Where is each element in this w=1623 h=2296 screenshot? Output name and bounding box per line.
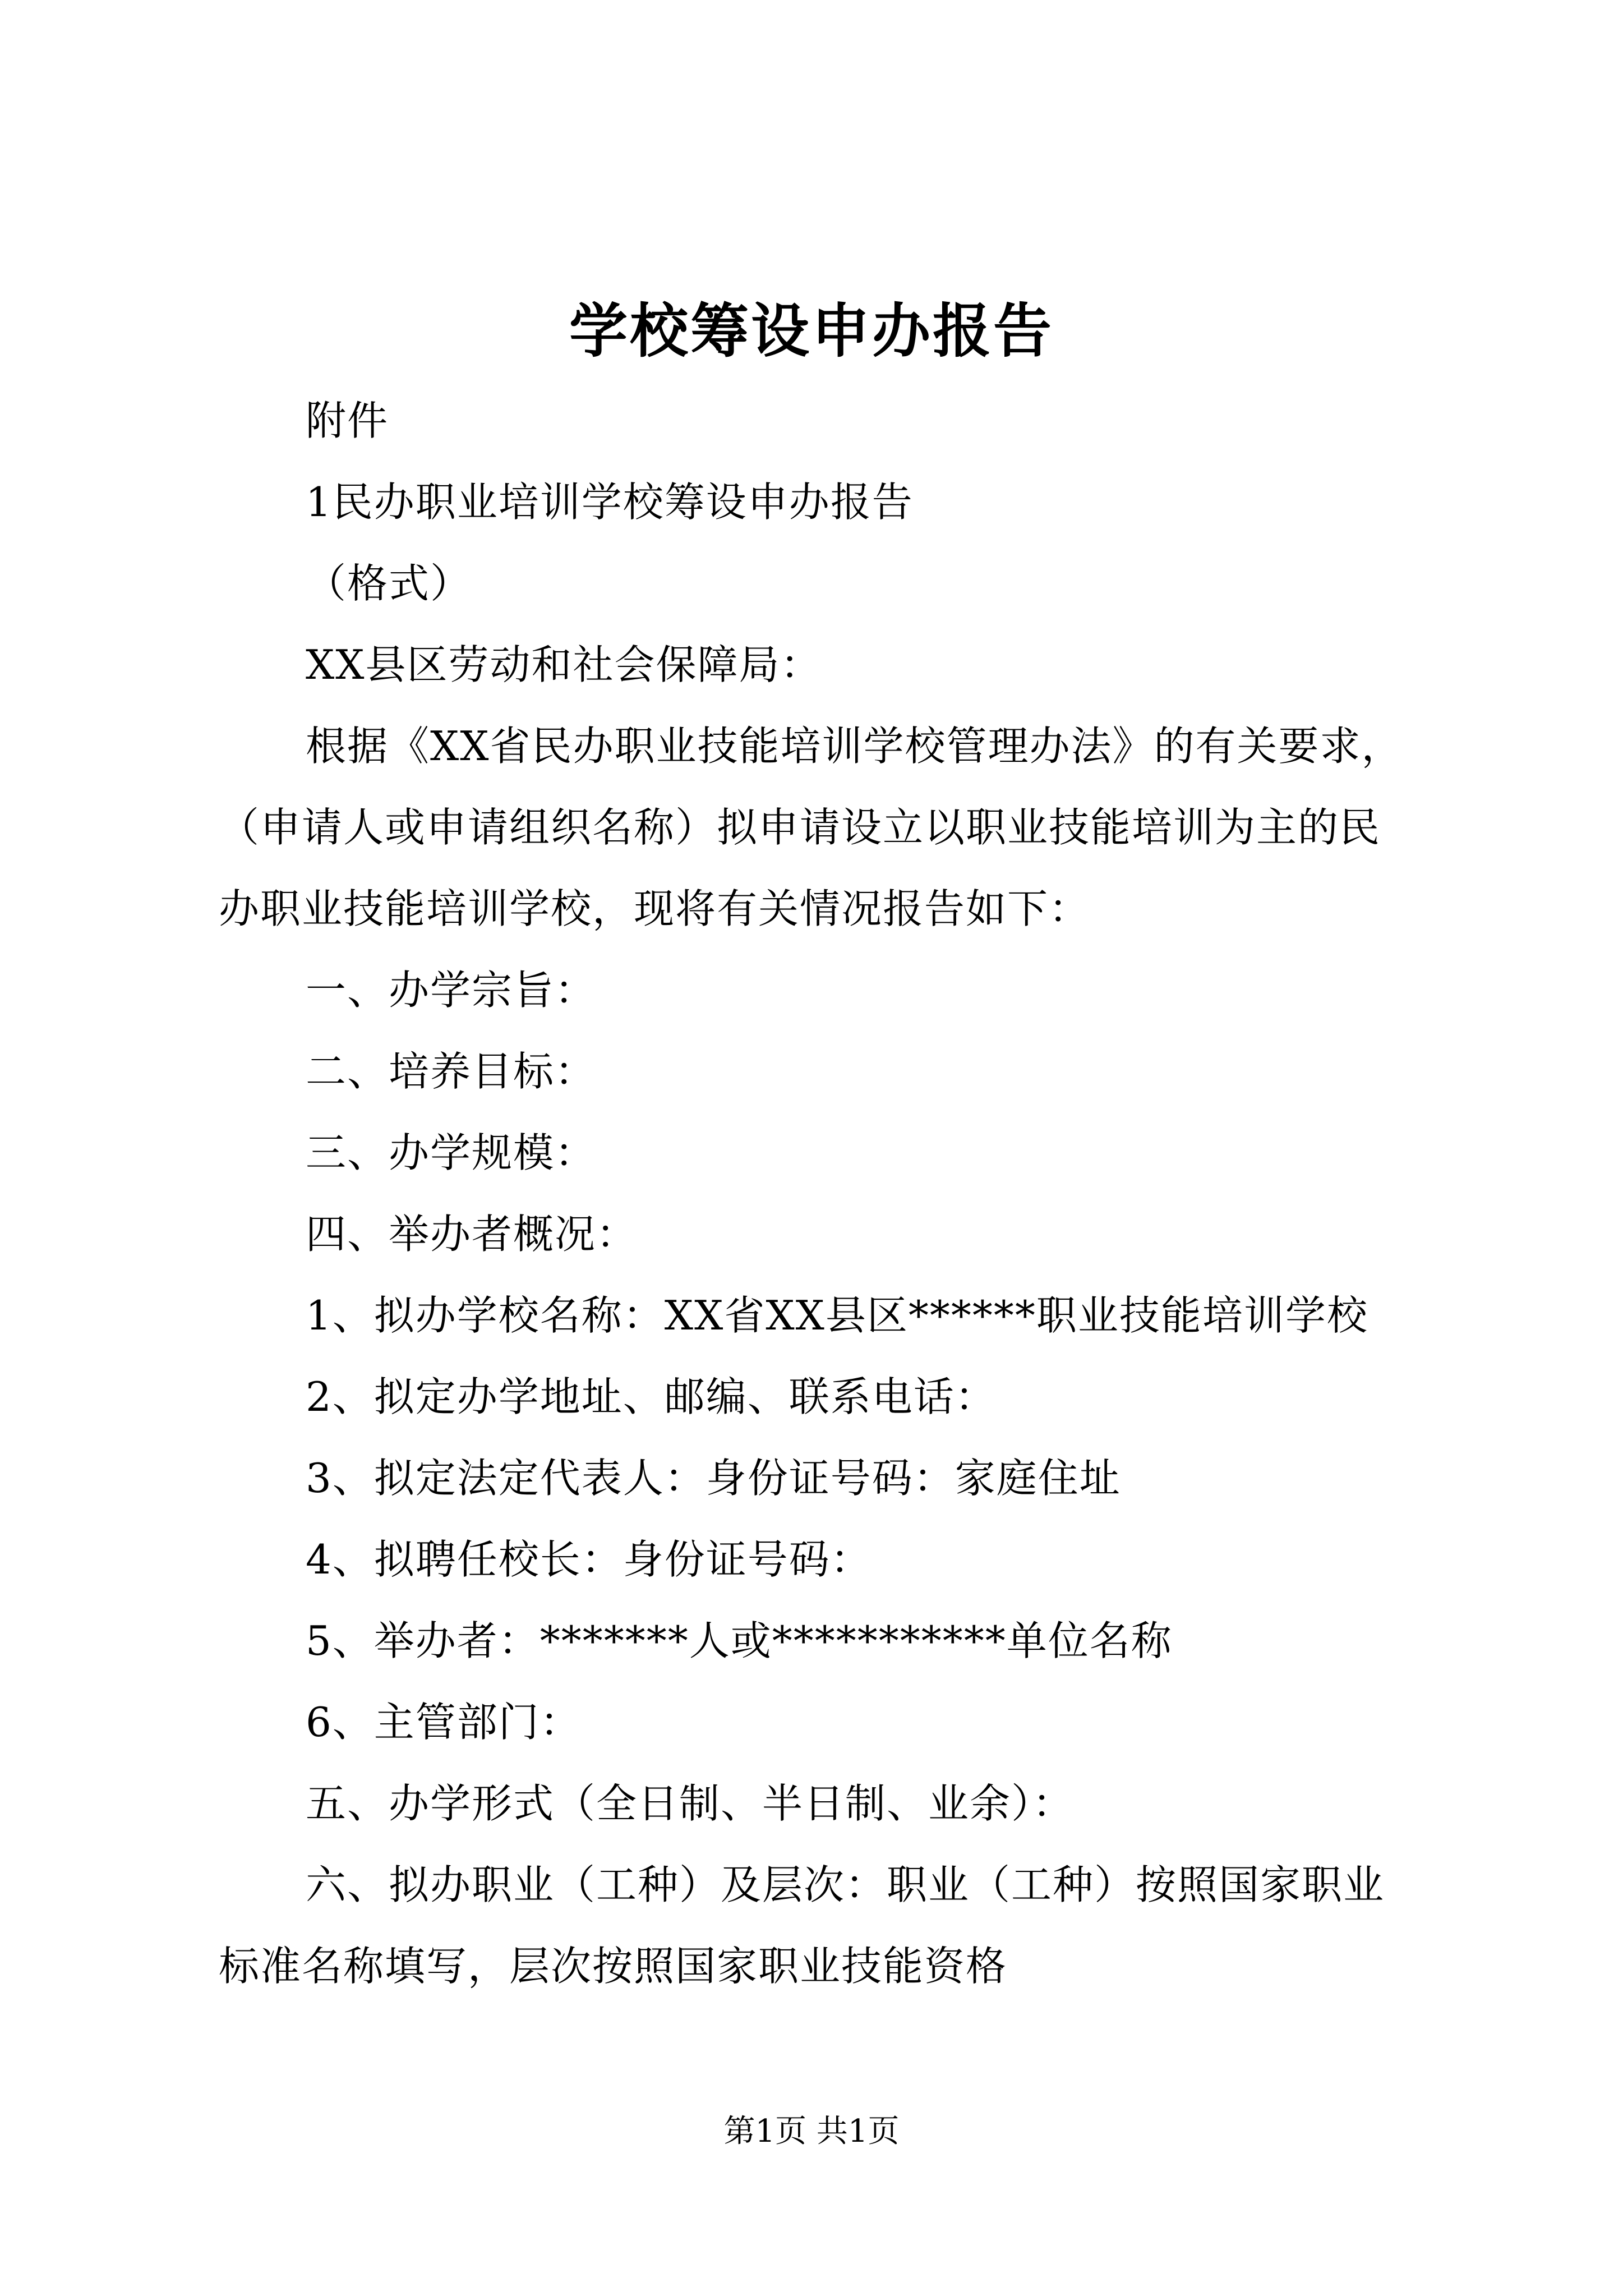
format-note: （格式）	[306, 560, 472, 607]
section-heading: 一、办学宗旨：	[306, 967, 597, 1014]
paragraph-line: （申请人或申请组织名称）拟申请设立以职业技能培训为主的民	[219, 804, 1381, 851]
addressee: XX县区劳动和社会保障局：	[306, 641, 822, 688]
section-heading: 六、拟办职业（工种）及层次：职业（工种）按照国家职业	[306, 1861, 1385, 1908]
paragraph-line: 办职业技能培训学校，现将有关情况报告如下：	[219, 885, 1091, 932]
list-item: 6、主管部门：	[306, 1699, 582, 1746]
attachment-subtitle: 1民办职业培训学校筹设申办报告	[306, 478, 914, 526]
section-heading: 二、培养目标：	[306, 1048, 597, 1095]
paragraph-line: 标准名称填写，层次按照国家职业技能资格	[219, 1943, 1008, 1990]
page-footer: 第1页 共1页	[723, 2113, 900, 2150]
paragraph-line: 根据《XX省民办职业技能培训学校管理办法》的有关要求，	[306, 723, 1403, 770]
list-item: 5、举办者：*******人或***********单位名称	[306, 1617, 1173, 1664]
list-item: 3、拟定法定代表人：身份证号码：家庭住址	[306, 1455, 1121, 1502]
section-heading: 五、办学形式（全日制、半日制、业余）：	[306, 1780, 1075, 1827]
section-heading: 四、举办者概况：	[306, 1211, 638, 1258]
list-item: 2、拟定办学地址、邮编、联系电话：	[306, 1373, 997, 1420]
list-item: 1、拟办学校名称：XX省XX县区******职业技能培训学校	[306, 1292, 1368, 1339]
document-title: 学校筹设申办报告	[569, 296, 1054, 365]
section-heading: 三、办学规模：	[306, 1129, 597, 1176]
list-item: 4、拟聘任校长：身份证号码：	[306, 1536, 872, 1583]
attachment-label: 附件	[306, 397, 389, 444]
